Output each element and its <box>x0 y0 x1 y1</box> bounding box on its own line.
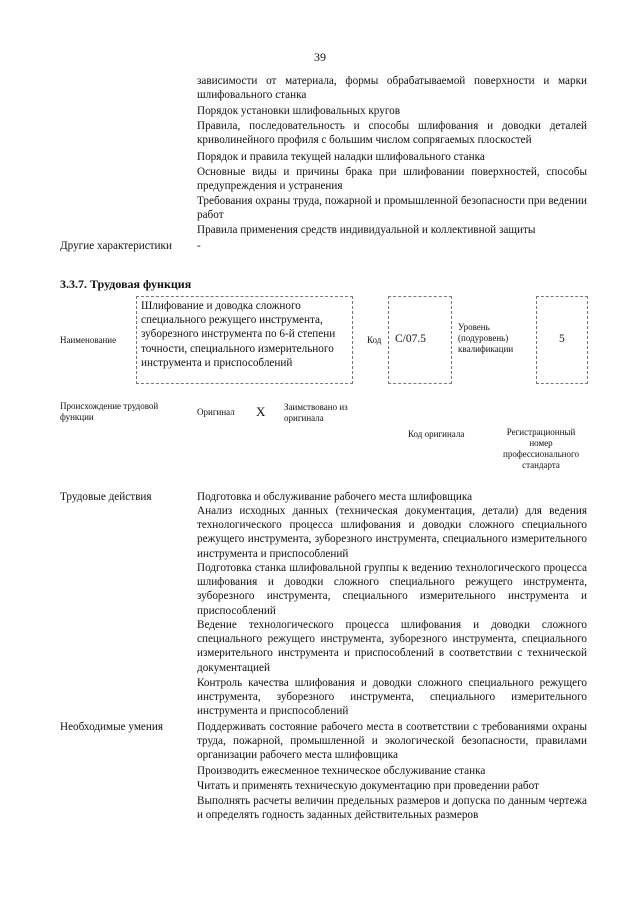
borrowed-label: Заимствовано из оригинала <box>284 402 348 423</box>
original-mark: X <box>256 404 266 419</box>
skill-4: Выполнять расчеты величин предельных размеров и допуска по данным чертежа и определять годность заданных действительных размеров <box>197 795 587 822</box>
other-characteristics-value: - <box>197 240 201 252</box>
section-heading: 3.3.7. Трудовая функция <box>60 277 192 291</box>
name-box <box>136 296 353 384</box>
name-label: Наименование <box>60 335 117 345</box>
level-label: Уровень (подуровень) квалификации <box>458 322 514 354</box>
knowledge-item-3: Правила, последовательность и способы шлифования и доводки деталей криволинейного профиля с большим числом сопрягаемых плоскостей <box>197 120 587 147</box>
labour-action-5: Контроль качества шлифования и доводки сложного специального режущего инструмента, зуборезного инструмента, специального измерительного инструмента и приспособлений <box>197 677 587 718</box>
other-characteristics-label: Другие характеристики <box>60 240 172 252</box>
origin-label: Происхождение трудовой функции <box>60 401 159 422</box>
code-label: Код <box>367 335 382 345</box>
knowledge-item-6: Требования охраны труда, пожарной и промышленной безопасности при ведении работ <box>197 195 587 222</box>
code-box <box>388 296 452 384</box>
skills-label: Необходимые умения <box>60 721 163 733</box>
skill-2: Производить ежесменное техническое обслуживание станка <box>197 765 486 777</box>
labour-action-3: Подготовка станка шлифовальной группы к ведению технологического процесса шлифования и доводки сложного специального режущего инструмента, зуборезного инструмента, специального измерительного инструмента и приспособлений <box>197 562 587 617</box>
code-value: C/07.5 <box>395 333 426 345</box>
knowledge-item-5: Основные виды и причины брака при шлифовании поверхностей, способы предупреждения и устранения <box>197 166 587 193</box>
page-number: 39 <box>314 50 326 64</box>
level-value: 5 <box>559 333 565 345</box>
labour-actions-label: Трудовые действия <box>60 491 152 503</box>
level-box <box>536 296 588 384</box>
original-label: Оригинал <box>197 407 235 417</box>
code-original-label: Код оригинала <box>408 429 465 439</box>
knowledge-item-2: Порядок установки шлифовальных кругов <box>197 105 401 117</box>
labour-action-1: Подготовка и обслуживание рабочего места шлифовщика <box>197 491 473 503</box>
skill-1: Поддерживать состояние рабочего места в соответствии с требованиями охраны труда, пожарной, промышленной и экологической безопасности, правилами организации рабочего места шлифовщика <box>197 721 587 762</box>
knowledge-item-4: Порядок и правила текущей наладки шлифовального станка <box>197 151 485 163</box>
labour-action-4: Ведение технологического процесса шлифования и доводки сложного специального режущего инструмента, зуборезного инструмента, специального измерительного инструмента и приспособлений в соответствии с технической документацией <box>197 619 587 674</box>
labour-action-2: Анализ исходных данных (техническая документация, детали) для ведения технологического процесса шлифования и доводки сложного специального режущего инструмента, зуборезного инструмента, специального измерительного инструмента и приспособлений <box>197 505 587 560</box>
knowledge-item-1: зависимости от материала, формы обрабатываемой поверхности и марки шлифовального станка <box>197 75 587 102</box>
name-value: Шлифование и доводка сложного специального режущего инструмента, зуборезного инструмента по 6-й степени точности, специального измерительного инструмента и приспособлений <box>141 300 336 369</box>
knowledge-item-7: Правила применения средств индивидуальной и коллективной защиты <box>197 224 536 236</box>
skill-3: Читать и применять техническую документацию при проведении работ <box>197 780 539 792</box>
reg-number-label: Регистрационный номер профессионального стандарта <box>503 427 579 470</box>
